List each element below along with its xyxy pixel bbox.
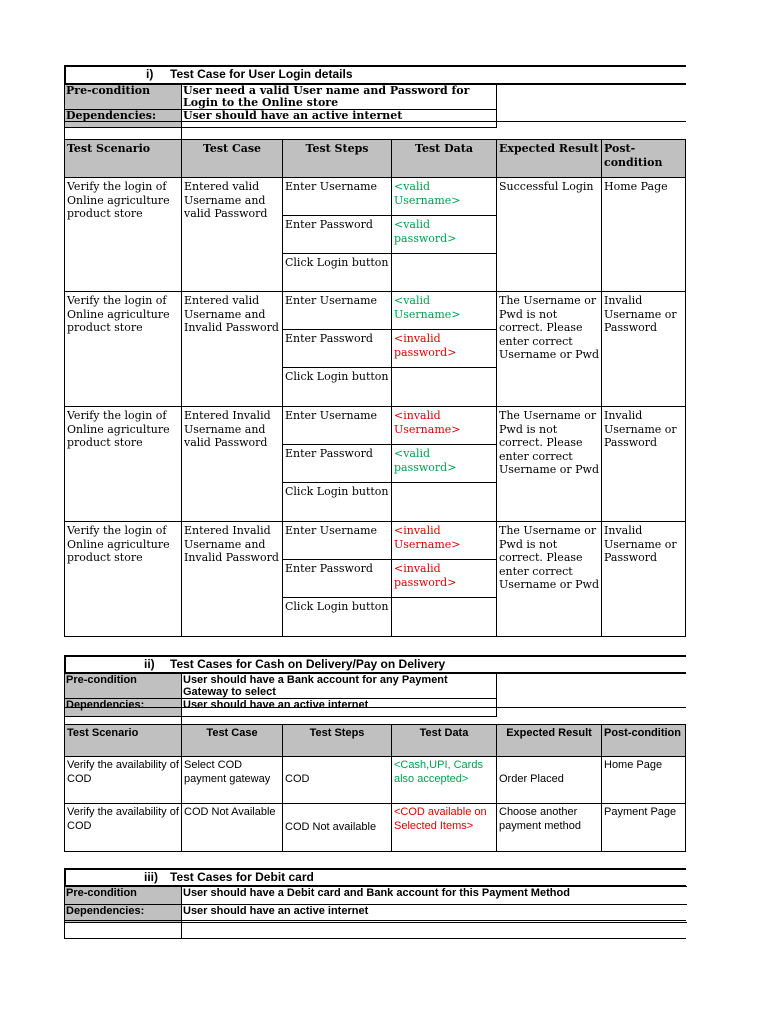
section1-test-table xyxy=(64,139,686,637)
column-header: Test Case xyxy=(182,140,283,178)
table-row xyxy=(65,407,686,445)
test-step-cell: Click Login button xyxy=(283,254,392,292)
test-scenario-cell: Verify the login of Online agriculture product store xyxy=(65,292,182,407)
precondition-label: Pre-condition xyxy=(65,674,182,699)
test-step-cell: Enter Username xyxy=(283,178,392,216)
expected-result-cell: Successful Login xyxy=(497,178,602,292)
test-data-cell: <COD available on Selected Items> xyxy=(392,804,497,852)
test-case-cell: Entered Invalid Username and valid Password xyxy=(182,407,283,522)
section2-spacer-row xyxy=(64,707,686,725)
table-row xyxy=(65,522,686,560)
column-header: Test Steps xyxy=(283,140,392,178)
test-case-cell: Entered valid Username and valid Password xyxy=(182,178,283,292)
section1-number: i) xyxy=(146,67,154,81)
expected-result-cell: Order Placed xyxy=(497,757,602,804)
table-row xyxy=(65,804,686,852)
test-case-cell: Entered Invalid Username and Invalid Password xyxy=(182,522,283,637)
test-scenario-cell: Verify the login of Online agriculture product store xyxy=(65,178,182,292)
column-header: Post-condition xyxy=(602,725,686,757)
dependencies-label: Dependencies: xyxy=(65,699,182,717)
test-case-cell: COD Not Available xyxy=(182,804,283,852)
section1-title: Test Case for User Login details xyxy=(170,67,353,81)
precondition-label: Pre-condition xyxy=(65,887,182,905)
precondition-value: User should have a Debit card and Bank account for this Payment Method xyxy=(182,887,687,905)
test-case-cell: Entered valid Username and Invalid Password xyxy=(182,292,283,407)
post-condition-cell: Invalid Username or Password xyxy=(602,522,686,637)
test-case-cell: Select COD payment gateway xyxy=(182,757,283,804)
dependencies-label: Dependencies: xyxy=(65,905,182,923)
section3-header xyxy=(64,868,686,887)
test-scenario-cell: Verify the login of Online agriculture product store xyxy=(65,407,182,522)
test-step-cell: COD Not available xyxy=(283,804,392,852)
test-step-cell: Click Login button xyxy=(283,368,392,407)
test-step-cell: Enter Password xyxy=(283,445,392,483)
test-step-cell: COD xyxy=(283,757,392,804)
table-row xyxy=(65,757,686,804)
section3-number: iii) xyxy=(144,870,158,884)
expected-result-cell: The Username or Pwd is not correct. Please enter correct Username or Pwd xyxy=(497,522,602,637)
dependencies-label: Dependencies: xyxy=(65,110,182,128)
test-step-cell: Enter Username xyxy=(283,292,392,330)
test-step-cell: Enter Password xyxy=(283,330,392,368)
section2-title: Test Cases for Cash on Delivery/Pay on Delivery xyxy=(170,657,446,671)
column-header: Test Data xyxy=(392,725,497,757)
column-header: Post-condition xyxy=(602,140,686,178)
expected-result-cell: Choose another payment method xyxy=(497,804,602,852)
column-header: Expected Result xyxy=(497,725,602,757)
test-data-cell: <Cash,UPI, Cards also accepted> xyxy=(392,757,497,804)
test-data-cell: <invalid password> xyxy=(392,560,497,598)
section3-title: Test Cases for Debit card xyxy=(170,870,314,884)
section2-test-table xyxy=(64,724,686,852)
dependencies-value: User should have an active internet xyxy=(182,699,497,717)
test-data-cell: <invalid Username> xyxy=(392,407,497,445)
test-data-cell: <invalid Username> xyxy=(392,522,497,560)
expected-result-cell: The Username or Pwd is not correct. Please enter correct Username or Pwd xyxy=(497,407,602,522)
precondition-value: User should have a Bank account for any Payment Gateway to select xyxy=(182,674,497,699)
post-condition-cell: Payment Page xyxy=(602,804,686,852)
test-data-cell: <invalid password> xyxy=(392,330,497,368)
section1-header xyxy=(64,65,686,85)
table-row xyxy=(65,178,686,216)
test-data-cell xyxy=(392,483,497,522)
test-data-cell: <valid password> xyxy=(392,445,497,483)
precondition-value: User need a valid User name and Password for Login to the Online store xyxy=(182,85,497,110)
post-condition-cell: Home Page xyxy=(602,178,686,292)
test-step-cell: Enter Password xyxy=(283,560,392,598)
test-step-cell: Click Login button xyxy=(283,598,392,637)
post-condition-cell: Invalid Username or Password xyxy=(602,292,686,407)
section2-header xyxy=(64,655,686,674)
test-step-cell: Click Login button xyxy=(283,483,392,522)
test-step-cell: Enter Username xyxy=(283,522,392,560)
section3-spacer-row xyxy=(64,920,686,939)
test-step-cell: Enter Password xyxy=(283,216,392,254)
precondition-label: Pre-condition xyxy=(65,85,182,110)
dependencies-value: User should have an active internet xyxy=(182,110,497,128)
section1-spacer-row xyxy=(64,121,686,140)
column-header: Test Data xyxy=(392,140,497,178)
test-data-cell: <valid password> xyxy=(392,216,497,254)
test-step-cell: Enter Username xyxy=(283,407,392,445)
post-condition-cell: Home Page xyxy=(602,757,686,804)
section2-number: ii) xyxy=(144,657,155,671)
table-row xyxy=(65,292,686,330)
test-data-cell: <valid Username> xyxy=(392,178,497,216)
column-header: Test Scenario xyxy=(65,140,182,178)
test-data-cell xyxy=(392,598,497,637)
column-header: Test Scenario xyxy=(65,725,182,757)
dependencies-value: User should have an active internet xyxy=(182,905,687,923)
test-scenario-cell: Verify the availability of COD xyxy=(65,804,182,852)
test-scenario-cell: Verify the login of Online agriculture product store xyxy=(65,522,182,637)
column-header: Expected Result xyxy=(497,140,602,178)
section3-info-table xyxy=(64,886,687,923)
test-data-cell: <valid Username> xyxy=(392,292,497,330)
test-scenario-cell: Verify the availability of COD xyxy=(65,757,182,804)
expected-result-cell: The Username or Pwd is not correct. Please enter correct Username or Pwd xyxy=(497,292,602,407)
test-data-cell xyxy=(392,254,497,292)
column-header: Test Steps xyxy=(283,725,392,757)
post-condition-cell: Invalid Username or Password xyxy=(602,407,686,522)
test-data-cell xyxy=(392,368,497,407)
column-header: Test Case xyxy=(182,725,283,757)
